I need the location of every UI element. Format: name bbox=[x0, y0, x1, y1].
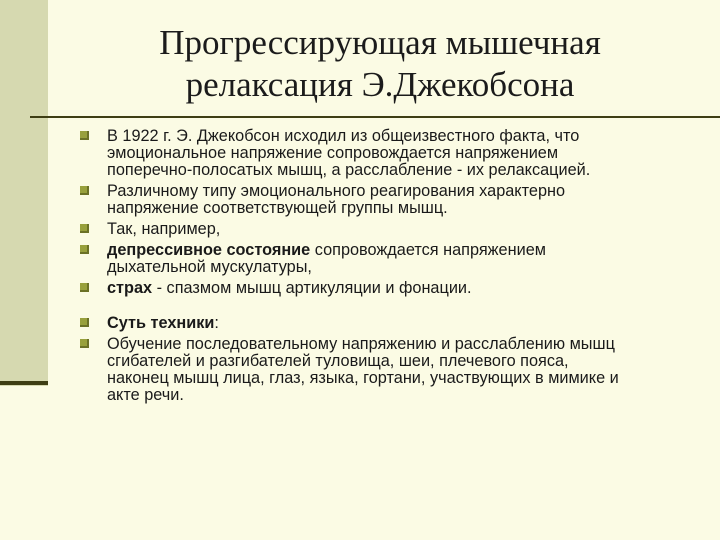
bullet-line bbox=[107, 280, 690, 297]
bullet-item bbox=[80, 242, 690, 276]
decorative-left-bar bbox=[0, 0, 48, 386]
bullet-line: акте речи. bbox=[107, 386, 184, 404]
title-line-2: релаксация Э.Джекобсона bbox=[185, 65, 575, 104]
bullet-text: сопровождается напряжением bbox=[310, 241, 546, 259]
bullet-item bbox=[80, 221, 690, 238]
square-bullet-icon bbox=[80, 318, 89, 327]
bullet-line: поперечно-полосатых мышц, а расслабление - их релаксацией. bbox=[107, 161, 591, 179]
bullet-line: Так, например, bbox=[107, 220, 221, 238]
bold-term: Суть техники bbox=[107, 314, 215, 332]
bullet-item bbox=[80, 315, 690, 332]
slide-title bbox=[100, 22, 660, 106]
bullet-text: - спазмом мышц артикуляции и фонации. bbox=[152, 279, 472, 297]
bullet-line bbox=[107, 315, 690, 332]
bullet-line bbox=[107, 242, 690, 259]
bullet-line: В 1922 г. Э. Джекобсон исходил из общеизвестного факта, что bbox=[107, 127, 580, 145]
title-line-1: Прогрессирующая мышечная bbox=[159, 23, 601, 62]
bullet-list bbox=[80, 128, 690, 408]
square-bullet-icon bbox=[80, 186, 89, 195]
square-bullet-icon bbox=[80, 245, 89, 254]
bullet-line: сгибателей и разгибателей туловища, шеи, плечевого пояса, bbox=[107, 352, 569, 370]
bold-term: страх bbox=[107, 279, 153, 297]
bullet-line: наконец мышц лица, глаз, языка, гортани, участвующих в мимике и bbox=[107, 369, 619, 387]
bullet-line: Обучение последовательному напряжению и расслаблению мышц bbox=[107, 335, 615, 353]
bullet-line: эмоциональное напряжение сопровождается напряжением bbox=[107, 144, 559, 162]
decorative-left-bar-edge bbox=[0, 381, 48, 385]
square-bullet-icon bbox=[80, 224, 89, 233]
bullet-item bbox=[80, 128, 690, 179]
bullet-text: : bbox=[214, 314, 219, 332]
bullet-line: Различному типу эмоционального реагирования характерно bbox=[107, 182, 566, 200]
bullet-item bbox=[80, 280, 690, 297]
bullet-item bbox=[80, 336, 690, 404]
bullet-item bbox=[80, 183, 690, 217]
bullet-line: напряжение соответствующей группы мышц. bbox=[107, 199, 448, 217]
square-bullet-icon bbox=[80, 131, 89, 140]
title-divider bbox=[30, 116, 720, 118]
bullet-line: дыхательной мускулатуры, bbox=[107, 258, 312, 276]
square-bullet-icon bbox=[80, 283, 89, 292]
square-bullet-icon bbox=[80, 339, 89, 348]
bold-term: депрессивное состояние bbox=[107, 241, 311, 259]
